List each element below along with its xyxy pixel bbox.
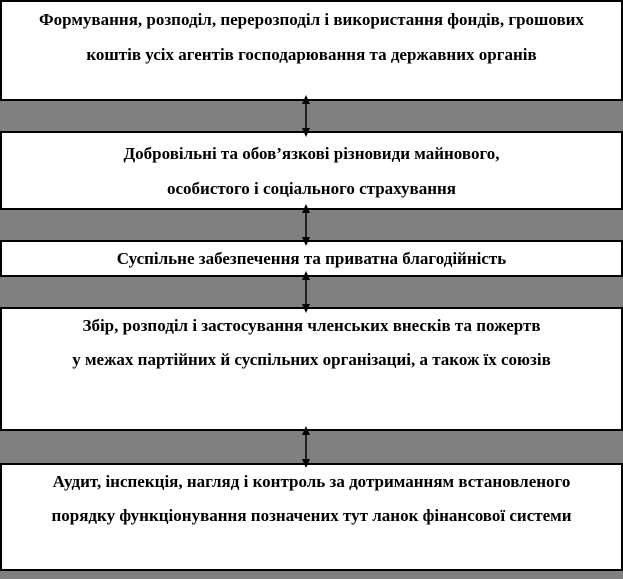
double-arrow-icon [299,426,313,468]
flow-box-membership-fees [0,307,623,431]
separator-band [0,277,623,307]
box-text-line: Аудит, інспекція, нагляд і контроль за дотриманням встановленого [52,472,571,491]
double-arrow-icon [299,204,313,246]
box-text-line: Суспільне забезпечення та приватна благодійність [116,249,507,268]
separator-band [0,101,623,131]
box-text-line: Добровільні та обов’язкові різновиди майнового, [123,144,500,163]
box-text-line: Формування, розподіл, перерозподіл і використання фондів, грошових [39,10,584,29]
box-text-line: коштів усіх агентів господарювання та державних органів [86,45,537,64]
box-text-line: Збір, розподіл і застосування членських внесків та пожертв [82,316,541,335]
box-text-line: особистого і соціального страхування [167,179,456,198]
box-text-line: порядку функціонування позначених тут ланок фінансової системи [51,506,572,525]
separator-band [0,210,623,240]
separator-band [0,431,623,463]
box-text-line: у межах партійних й суспільних організациі, а також їх союзів [72,350,551,369]
flow-box-insurance [0,131,623,210]
double-arrow-icon [299,271,313,313]
separator-band-cutoff [0,571,623,579]
flow-box-funds-formation [0,0,623,101]
flow-box-audit-control [0,463,623,571]
double-arrow-icon [299,95,313,137]
